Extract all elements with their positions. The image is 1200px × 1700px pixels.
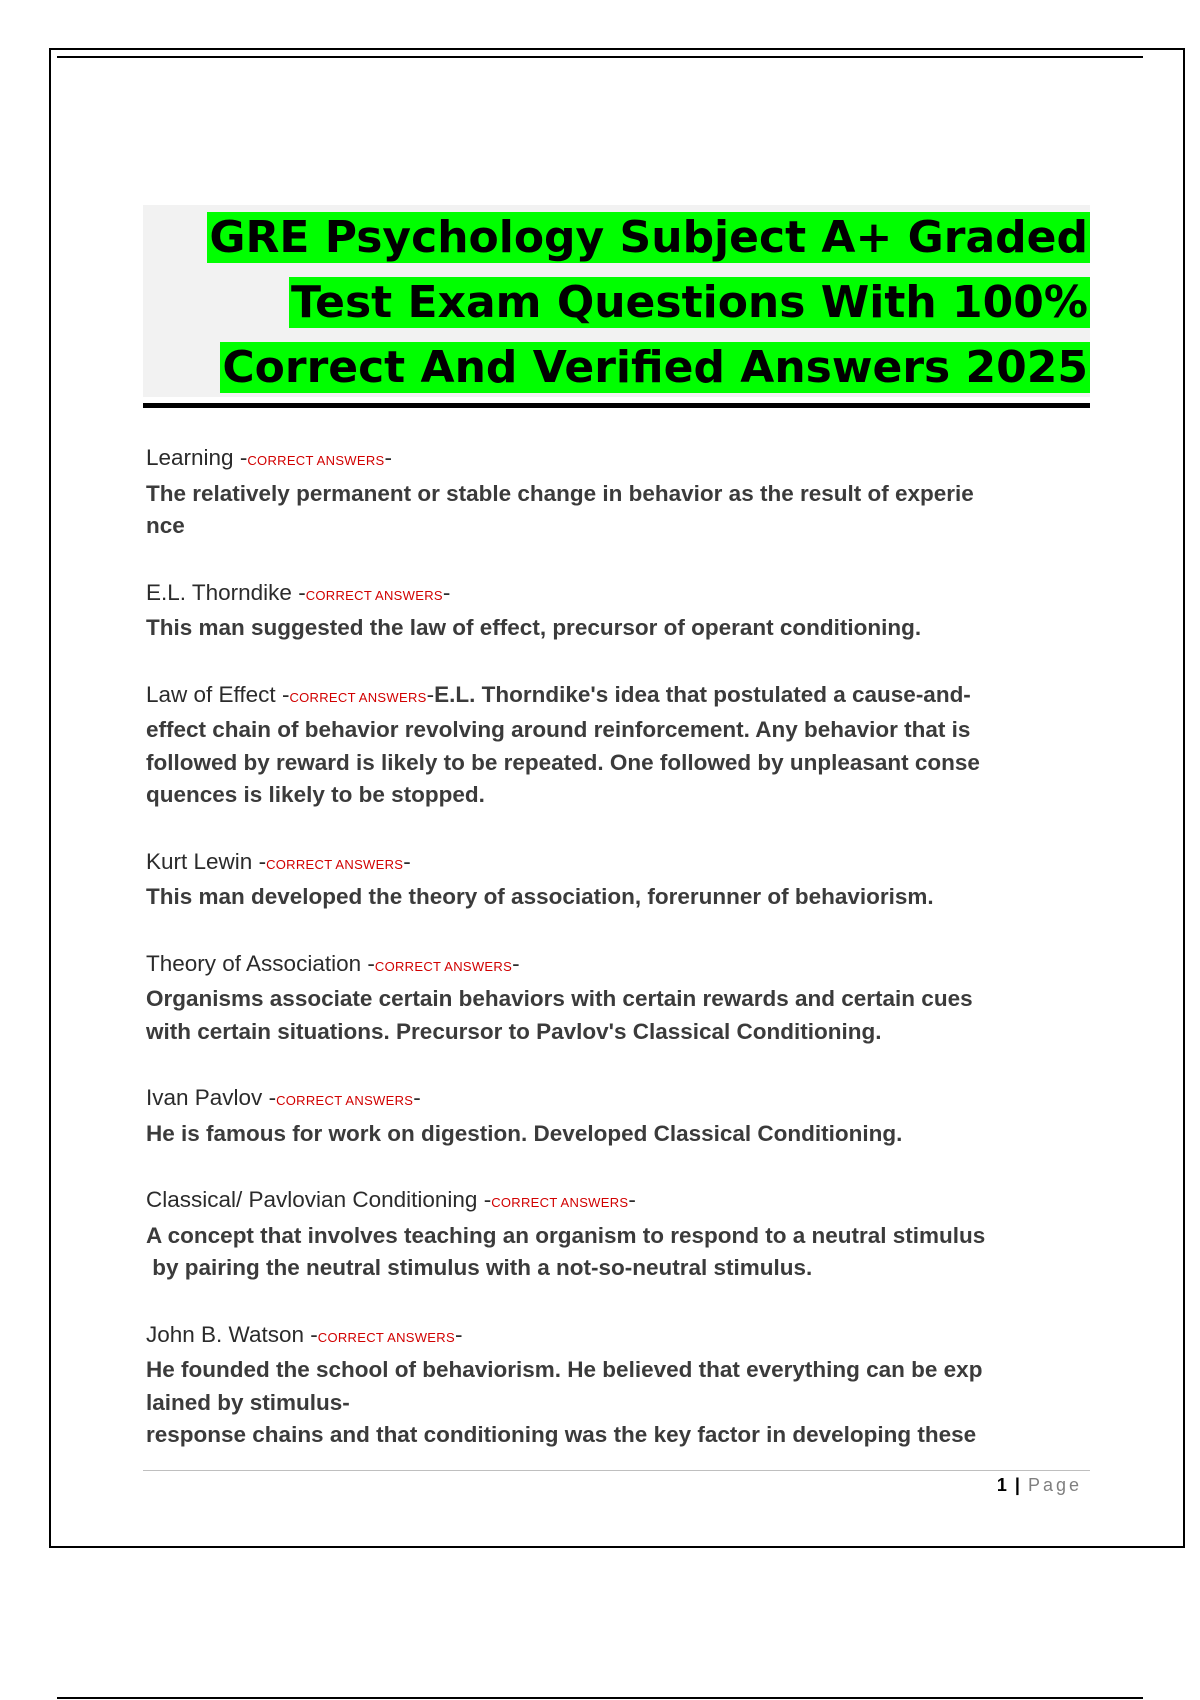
definition-line: Organisms associate certain behaviors with certain rewards and certain cues <box>146 986 973 1011</box>
definition-line: response chains and that conditioning was the key factor in developing these <box>146 1422 977 1447</box>
answer-marker: CORRECT ANSWERS <box>289 689 427 705</box>
qa-entry <box>146 1319 1090 1452</box>
definition-line: with certain situations. Precursor to Pavlov's Classical Conditioning. <box>146 1018 882 1044</box>
inline-definition: E.L. Thorndike's idea that postulated a cause-and- <box>434 681 971 707</box>
definition-line: by pairing the neutral stimulus with a not-so-neutral stimulus. <box>146 1255 813 1280</box>
definition-line: quences is likely to be stopped. <box>146 782 485 807</box>
entry-heading: E.L. Thorndike -CORRECT ANSWERS- <box>146 579 451 605</box>
title-line: Correct And Verified Answers 2025 <box>222 342 1088 393</box>
qa-entry <box>146 948 1090 1049</box>
answer-marker: CORRECT ANSWERS <box>491 1195 629 1210</box>
answer-marker: CORRECT ANSWERS <box>247 453 385 468</box>
title-line: Test Exam Questions With 100% <box>290 277 1088 328</box>
footer-rule <box>143 1470 1090 1471</box>
entry-heading: Ivan Pavlov -CORRECT ANSWERS- <box>146 1085 421 1110</box>
title-block <box>143 205 1090 397</box>
entry-heading: John B. Watson -CORRECT ANSWERS- <box>146 1321 463 1347</box>
top-rule <box>57 56 1143 58</box>
entry-term: Law of Effect <box>146 681 276 707</box>
entry-heading: Classical/ Pavlovian Conditioning -CORRECT ANSWERS- <box>146 1187 636 1212</box>
definition-line: The relatively permanent or stable change in behavior as the result of experie <box>146 480 974 506</box>
definition-line: He founded the school of behaviorism. He believed that everything can be exp <box>146 1357 983 1382</box>
answer-marker: CORRECT ANSWERS <box>266 856 404 872</box>
definition-line: This man developed the theory of association, forerunner of behaviorism. <box>146 884 934 909</box>
definition-line: A concept that involves teaching an organism to respond to a neutral stimulus <box>146 1222 986 1248</box>
qa-entry <box>146 679 1090 812</box>
document-title <box>143 205 1090 400</box>
bottom-rule <box>57 1697 1143 1699</box>
page-number: 1 <box>996 1475 1007 1495</box>
entry-term: Ivan Pavlov <box>146 1085 263 1110</box>
footer-separator: | <box>1014 1475 1020 1495</box>
definition-line: nce <box>146 513 185 538</box>
entry-heading: Law of Effect -CORRECT ANSWERS-E.L. Thorndike's idea that postulated a cause-and- <box>146 681 971 707</box>
entry-term: Classical/ Pavlovian Conditioning <box>146 1187 478 1212</box>
definition-line: followed by reward is likely to be repeated. One followed by unpleasant conse <box>146 749 980 775</box>
qa-entry <box>146 1184 1090 1285</box>
entry-term: John B. Watson <box>146 1321 304 1347</box>
answer-marker: CORRECT ANSWERS <box>305 587 443 603</box>
qa-entry <box>146 577 1090 645</box>
definition-line: He is famous for work on digestion. Developed Classical Conditioning. <box>146 1120 903 1146</box>
entry-heading: Learning -CORRECT ANSWERS- <box>146 445 393 470</box>
qa-entry <box>146 1082 1090 1150</box>
page-footer <box>997 1475 1082 1496</box>
definition-line: effect chain of behavior revolving around reinforcement. Any behavior that is <box>146 717 971 742</box>
entry-term: Kurt Lewin <box>146 848 253 874</box>
entry-term: Learning <box>146 445 234 470</box>
definition-line: lained by stimulus- <box>146 1389 350 1415</box>
page-label: Page <box>1027 1475 1082 1495</box>
entry-heading: Kurt Lewin -CORRECT ANSWERS- <box>146 848 411 874</box>
answer-marker: CORRECT ANSWERS <box>374 958 513 974</box>
entry-heading: Theory of Association -CORRECT ANSWERS- <box>146 950 520 976</box>
definition-line: This man suggested the law of effect, precursor of operant conditioning. <box>146 615 922 640</box>
answer-marker: CORRECT ANSWERS <box>317 1329 455 1345</box>
qa-list <box>146 442 1090 1486</box>
title-underline <box>143 403 1090 408</box>
qa-entry <box>146 846 1090 914</box>
title-line: GRE Psychology Subject A+ Graded <box>209 212 1088 263</box>
answer-marker: CORRECT ANSWERS <box>276 1093 414 1108</box>
entry-term: E.L. Thorndike <box>146 579 292 605</box>
qa-entry <box>146 442 1090 543</box>
entry-term: Theory of Association <box>146 950 362 976</box>
